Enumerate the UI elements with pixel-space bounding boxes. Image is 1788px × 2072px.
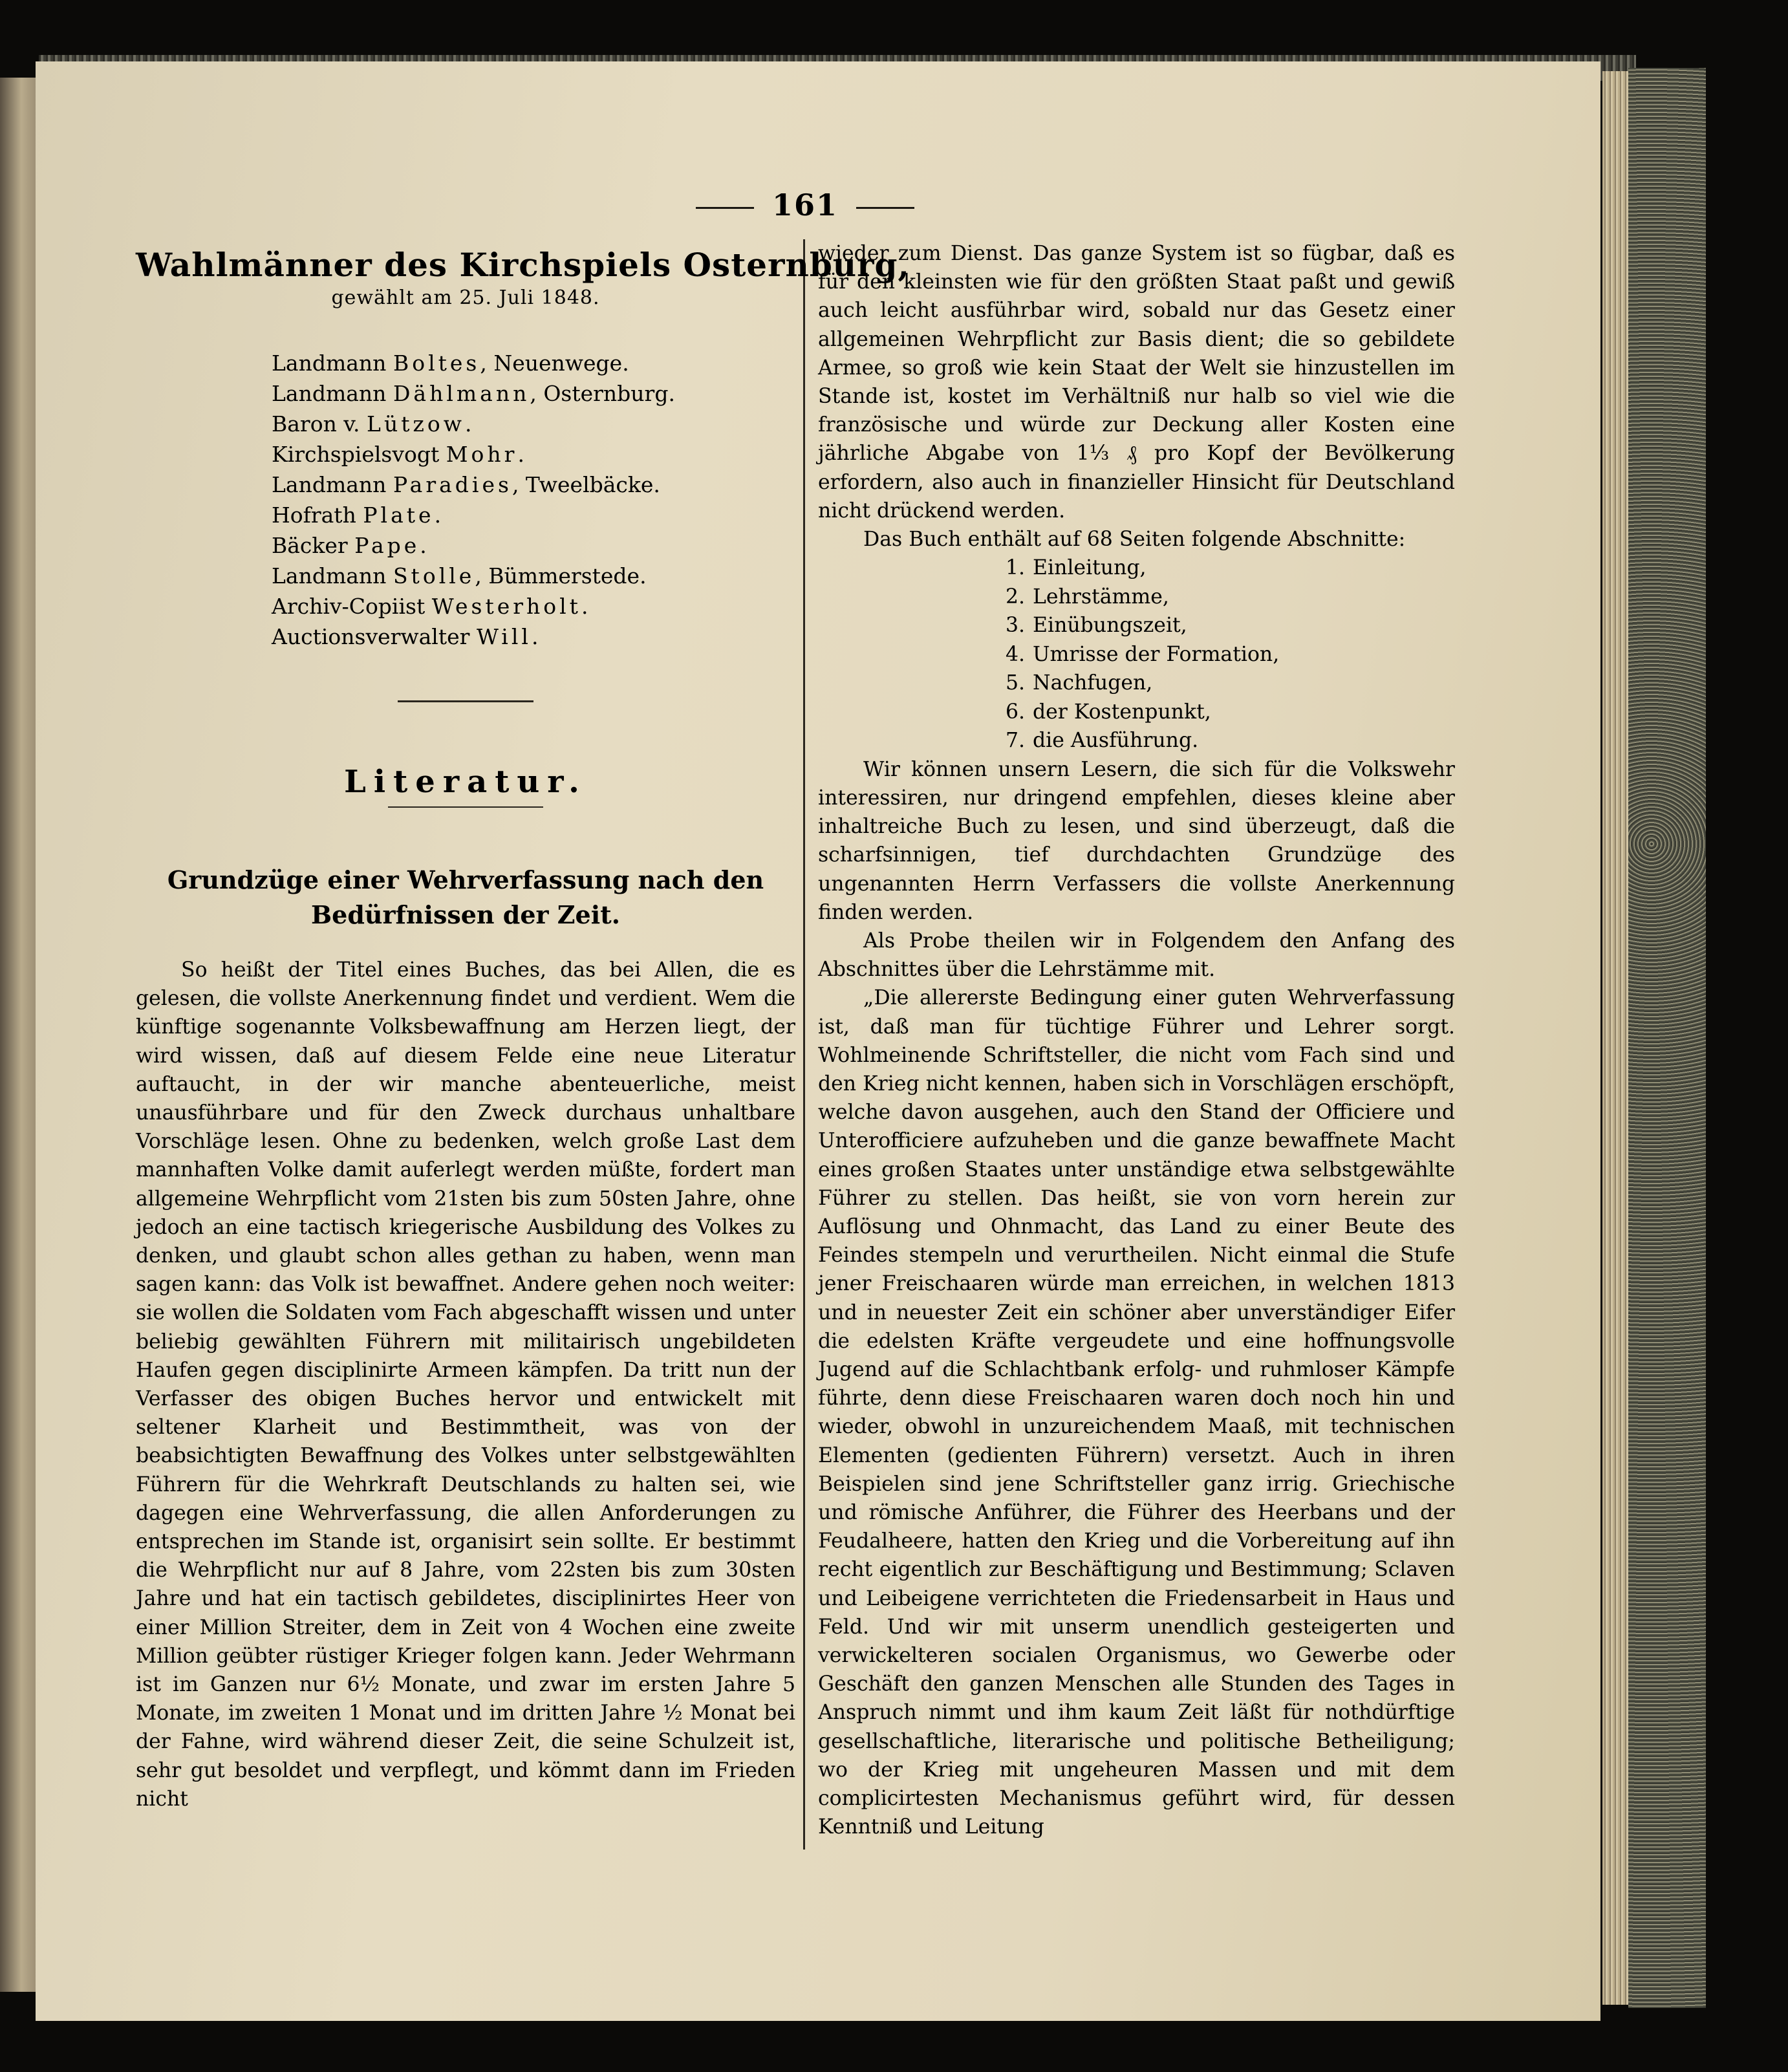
page-fore-edge [1602,71,1628,2005]
article-title: Grundzüge einer Wehrverfassung nach den Bedürfnissen der Zeit. [167,865,764,929]
recommendation-paragraph: Wir können unsern Lesern, die sich für die Volkswehr interessiren, nur dringend empfehlen, dieses kleine aber inhaltreiche Buch zu lesen, und sind überzeugt, daß die scharfsinnigen, tief durchdachten Grundzüge des ungenannten Herrn Verfassers die vollste Anerkennung finden werden. [818,757,1455,924]
page-number-rule-right [856,207,914,209]
list-item: Landmann Boltes, Neuenwege. [272,351,629,376]
electors-date: gewählt am 25. Juli 1848. [331,286,600,309]
list-item: 7. die Ausführung. [1005,729,1199,753]
toc-intro: Das Buch enthält auf 68 Seiten folgende Abschnitte: [863,528,1406,552]
section-title-rule [388,806,543,808]
chapter-list [999,554,1455,755]
list-item: 1. Einleitung, [1005,556,1147,580]
list-item: Landmann Dählmann, Osternburg. [272,381,675,406]
article-body-paragraph: So heißt der Titel eines Buches, das bei Allen, die es gelesen, die vollste Anerkennung findet und verdient. Wem die künftige sogenannte Volksbewaffnung am Herzen liegt, der wird wissen, daß auf diesem Felde eine neue Literatur auftaucht, in der wir manche abenteuerliche, meist unausführbare und für den Zweck durchaus unhaltbare Vorschläge lesen. Ohne zu bedenken, welch große Last dem mannhaften Volke damit auferlegt werden müßte, fordert man allgemeine Wehrpflicht vom 21sten bis zum 50sten Jahre, ohne jedoch an eine tactisch kriegerische Ausbildung des Volkes zu denken, und glaubt schon alles gethan zu haben, wenn man sagen kann: das Volk ist bewaffnet. Andere gehen noch weiter: sie wollen die Soldaten vom Fach abgeschafft wissen und unter beliebig gewählten Führern mit militairisch ungebildeten Haufen gegen disciplinirte Armeen kämpfen. Da tritt nun der Verfasser des obigen Buches hervor und entwickelt mit seltener Klarheit und Bestimmtheit, was von der beabsichtigten Bewaffnung des Volkes unter selbstgewählten Führern für die Wehrkraft Deutschlands zu halten sei, wie dagegen eine Wehrverfassung, die allen Anforderungen zu entsprechen im Stande ist, organisirt sein sollte. Er bestimmt die Wehrpflicht nur auf 8 Jahre, vom 22sten bis zum 30sten Jahre und hat ein tactisch gebildetes, disciplinirtes Heer von einer Million Streiter, dem in Zeit von 4 Wochen eine zweite Million geübter rüstiger Krieger folgen kann. Jeder Wehrmann ist im Ganzen nur 6½ Monate, und zwar im ersten Jahre 5 Monate, im zweiten 1 Monat und im dritten Jahre ½ Monat bei der Fahne, wird während dieser Zeit, die seine Schulzeit ist, sehr gut besoldet und verpflegt, und kömmt dann im Frieden nicht [136,958,795,1811]
electors-list [272,348,795,652]
section-separator-rule [398,700,533,702]
page-number-rule-left [696,207,754,209]
continued-paragraph: wieder zum Dienst. Das ganze System ist so fügbar, daß es für den kleinsten wie für den größten Staat paßt und gewiß auch leicht ausführbar wird, sobald nur das Gesetz einer allgemeinen Wehrpflicht zur Basis dient; die so gebildete Armee, so groß wie kein Staat der Welt sie hinzustellen im Stande ist, kostet im Verhältniß nur halb so viel wie die französische und würde zur Deckung aller Kosten eine jährliche Abgabe von 1⅓ ₰ pro Kopf der Bevölkerung erfordern, also auch in finanzieller Hinsicht für Deutschland nicht drückend werden. [818,242,1455,523]
column-divider [803,239,805,1850]
page-number-text: 161 [771,188,839,222]
left-column [136,239,910,1813]
right-column [818,239,1455,1841]
list-item: 4. Umrisse der Formation, [1005,642,1280,666]
previous-page-edge [0,78,36,1992]
sample-intro-paragraph: Als Probe theilen wir in Folgendem den Anfang des Abschnittes über die Lehrstämme mit. [818,929,1455,982]
list-item: 3. Einübungszeit, [1005,614,1187,638]
list-item: Baron v. Lützow. [272,411,472,437]
quoted-excerpt-paragraph: „Die allererste Bedingung einer guten Wehrverfassung ist, daß man für tüchtige Führer und Lehrer sorgt. Wohlmeinende Schriftsteller, die nicht vom Fach sind und den Krieg nicht kennen, haben sich in Vorschlägen erschöpft, welche davon ausgehen, auch den Stand der Officiere und Unterofficiere aufzuheben und die ganze bewaffnete Macht eines großen Staates unter unständige etwa selbstgewählte Führer zu stellen. Das heißt, sie von vorn herein zur Auflösung und Ohnmacht, das Land zu einer Beute des Feindes stempeln und verurtheilen. Nicht einmal die Stufe jener Freischaaren würde man erreichen, in welchen 1813 und in neuester Zeit ein schöner aber unverständiger Eifer die edelsten Kräfte vergeudete und eine hoffnungsvolle Jugend auf die Schlachtbank erfolg- und ruhmloser Kämpfe führte, denn diese Freischaaren waren doch noch hin und wieder, obwohl in unzureichendem Maaß, mit technischen Elementen (gedienten Führern) versetzt. Auch in ihren Beispielen sind jene Schriftsteller ganz irrig. Griechische und römische Anführer, die Führer des Heerbans und der Feudalheere, hatten den Krieg und die Vorbereitung auf ihn recht eigentlich zur Beschäftigung und Bestimmung; Sclaven und Leibeigene verrichteten die Friedensarbeit in Haus und Feld. Und wir mit unserm unendlich gesteigerten und verwickelteren socialen Organismus, wo Gewerbe oder Geschäft den ganzen Menschen alle Stunden des Tages in Anspruch nimmt und ihm kaum Zeit läßt für nothdürftige gesellschaftliche, literarische und politische Betheiligung; wo der Krieg mit ungeheuren Massen und mit dem complicirtesten Mechanismus geführt wird, für dessen Kenntniß und Leitung [818,986,1455,1839]
list-item: Auctionsverwalter Will. [272,624,539,649]
list-item: Landmann Stolle, Bümmerstede. [272,563,647,588]
list-item: 6. der Kostenpunkt, [1005,700,1211,724]
list-item: Bäcker Pape. [272,533,427,558]
page-number [676,188,934,222]
list-item: Hofrath Plate. [272,502,442,528]
list-item: Archiv-Copiist Westerholt. [272,594,588,619]
list-item: Landmann Paradies, Tweelbäcke. [272,472,660,497]
book-cover-edge [1628,68,1706,2008]
list-item: Kirchspielsvogt Mohr. [272,442,524,467]
electors-heading: Wahlmänner des Kirchspiels Osternburg, [136,246,910,284]
section-title: Literatur. [344,764,587,800]
list-item: 2. Lehrstämme, [1005,585,1169,609]
list-item: 5. Nachfugen, [1005,671,1153,695]
